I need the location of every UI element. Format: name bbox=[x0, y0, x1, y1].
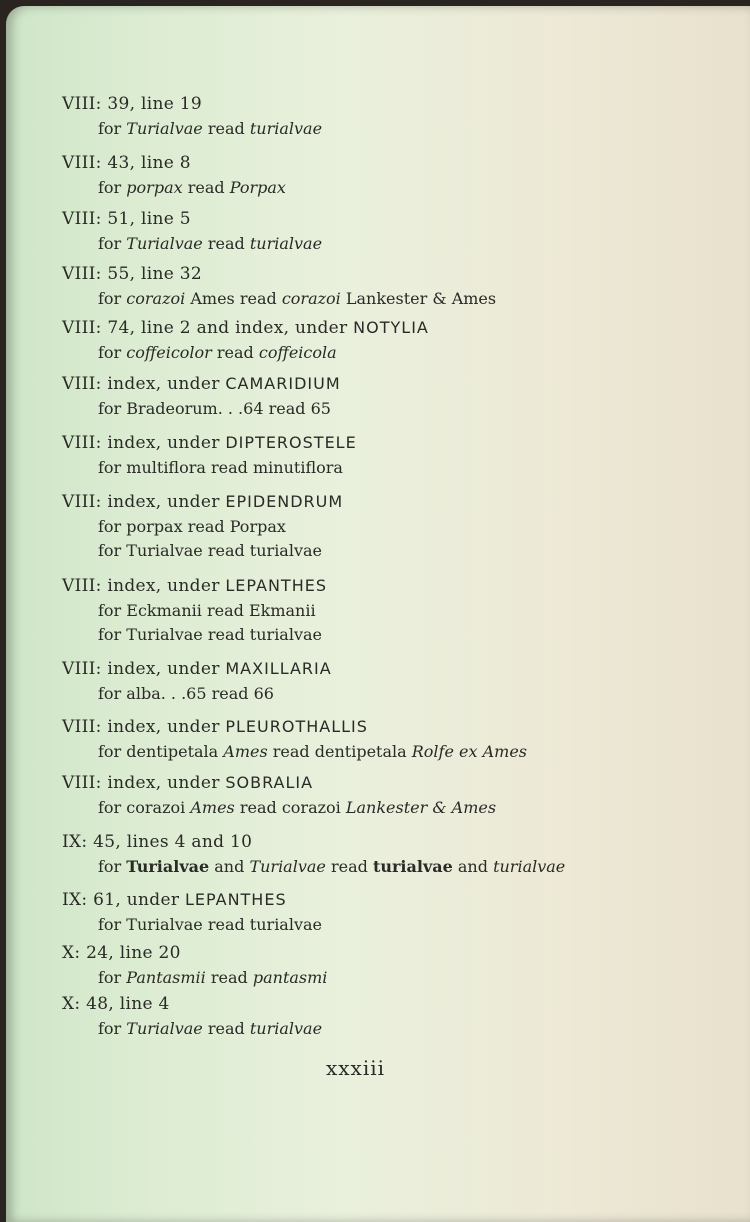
erratum-reference: VIII: 55, line 32 bbox=[62, 264, 203, 284]
erratum-entry bbox=[62, 943, 327, 989]
erratum-correction: for Pantasmii read pantasmi bbox=[98, 968, 328, 987]
erratum-entry bbox=[62, 890, 322, 936]
erratum-correction: for multiflora read minutiflora bbox=[98, 458, 343, 477]
erratum-entry bbox=[62, 576, 327, 646]
erratum-entry bbox=[62, 492, 343, 562]
erratum-entry bbox=[62, 659, 332, 705]
erratum-reference: VIII: 43, line 8 bbox=[62, 153, 191, 173]
erratum-correction: for corazoi Ames read corazoi Lankester & Ames bbox=[98, 798, 497, 817]
erratum-correction: for Turialvae and Turialvae read turialvae and turialvae bbox=[98, 857, 566, 876]
erratum-correction: for Turialvae read turialvae bbox=[98, 915, 323, 934]
erratum-correction: for coffeicolor read coffeicola bbox=[98, 343, 337, 362]
erratum-reference: VIII: 51, line 5 bbox=[62, 209, 191, 229]
erratum-reference: VIII: 39, line 19 bbox=[62, 94, 203, 114]
erratum-reference: VIII: 74, line 2 and index, under NOTYLIA bbox=[62, 318, 429, 338]
erratum-reference: VIII: index, under SOBRALIA bbox=[62, 773, 314, 793]
erratum-entry bbox=[62, 209, 322, 255]
erratum-reference: X: 48, line 4 bbox=[62, 994, 170, 1014]
erratum-entry bbox=[62, 433, 357, 479]
erratum-entry bbox=[62, 374, 341, 420]
erratum-correction: for Turialvae read turialvae bbox=[98, 234, 323, 253]
erratum-reference: VIII: index, under PLEUROTHALLIS bbox=[62, 717, 368, 737]
erratum-entry bbox=[62, 318, 429, 364]
erratum-correction: for Bradeorum. . .64 read 65 bbox=[98, 399, 331, 418]
book-page bbox=[6, 6, 750, 1222]
show-through-text bbox=[386, 66, 746, 766]
erratum-correction: for porpax read Porpax bbox=[98, 517, 286, 536]
erratum-reference: IX: 61, under LEPANTHES bbox=[62, 890, 287, 910]
erratum-correction: for porpax read Porpax bbox=[98, 178, 286, 197]
erratum-reference: VIII: index, under EPIDENDRUM bbox=[62, 492, 344, 512]
erratum-entry bbox=[62, 994, 322, 1040]
erratum-reference: VIII: index, under DIPTEROSTELE bbox=[62, 433, 357, 453]
erratum-correction: for alba. . .65 read 66 bbox=[98, 684, 274, 703]
erratum-correction: for corazoi Ames read corazoi Lankester & Ames bbox=[98, 289, 497, 308]
erratum-correction: for Turialvae read turialvae bbox=[98, 541, 323, 560]
erratum-entry bbox=[62, 264, 496, 310]
erratum-correction: for Eckmanii read Ekmanii bbox=[98, 601, 316, 620]
erratum-reference: VIII: index, under CAMARIDIUM bbox=[62, 374, 341, 394]
erratum-correction: for Turialvae read turialvae bbox=[98, 1019, 323, 1038]
erratum-reference: IX: 45, lines 4 and 10 bbox=[62, 832, 253, 852]
erratum-reference: X: 24, line 20 bbox=[62, 943, 181, 963]
erratum-entry bbox=[62, 832, 565, 878]
erratum-entry bbox=[62, 773, 496, 819]
erratum-entry bbox=[62, 153, 286, 199]
erratum-entry bbox=[62, 717, 527, 763]
erratum-reference: VIII: index, under MAXILLARIA bbox=[62, 659, 332, 679]
page-number: xxxiii bbox=[326, 1056, 386, 1080]
erratum-correction: for Turialvae read turialvae bbox=[98, 625, 323, 644]
erratum-correction: for Turialvae read turialvae bbox=[98, 119, 323, 138]
erratum-correction: for dentipetala Ames read dentipetala Rolfe ex Ames bbox=[98, 742, 528, 761]
erratum-reference: VIII: index, under LEPANTHES bbox=[62, 576, 327, 596]
erratum-entry bbox=[62, 94, 322, 140]
